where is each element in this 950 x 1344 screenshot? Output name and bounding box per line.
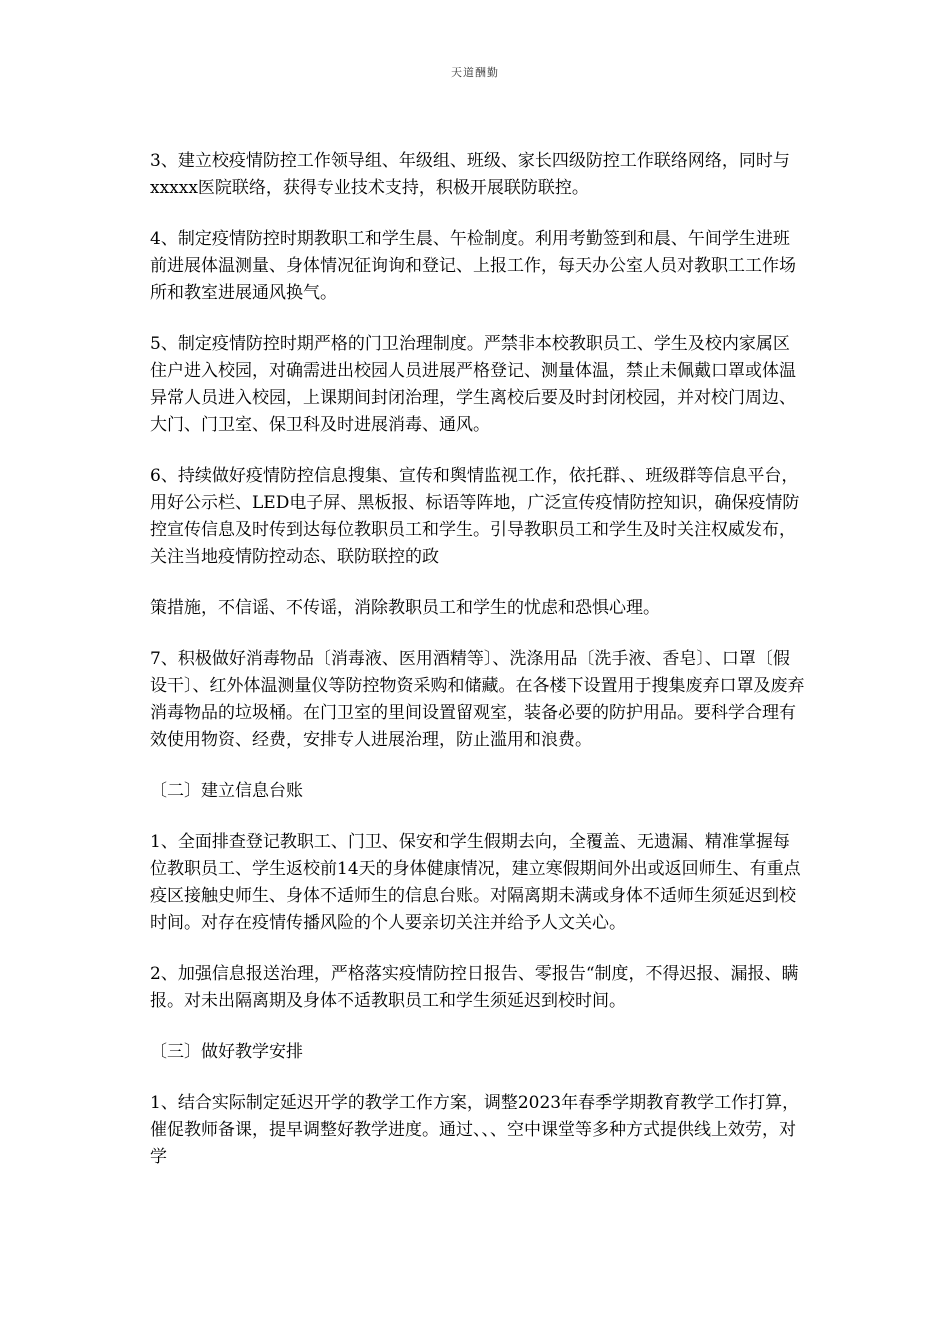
paragraph-ledger-1: 1、全面排查登记教职工、门卫、保安和学生假期去向，全覆盖、无遗漏、精准掌握每位教职员工、学生返校前14天的身体健康情况，建立寒假期间外出或返回师生、有重点疫区接触史师生、身体不适师生的信息台账。对隔离期未满或身体不适师生须延迟到校时间。对存在疫情传播风险的个人要亲切关注并给予人文关心。 <box>150 832 801 933</box>
paragraph-item-4: 4、制定疫情防控时期教职工和学生晨、午检制度。利用考勤签到和晨、午间学生进班前进展体温测量、身体情况征询询和登记、上报工作，每天办公室人员对教职工工作场所和教室进展通风换气。 <box>150 229 796 303</box>
paragraph-teaching-1: 1、结合实际制定延迟开学的教学工作方案，调整2023年春季学期教育教学工作打算，催促教师备课，提早调整好教学进度。通过、、、空中课堂等多种方式提供线上效劳，对学 <box>150 1093 800 1167</box>
section-heading-teaching: 〔三〕做好教学安排 <box>150 1042 303 1062</box>
page-header: 天道酬勤 <box>451 66 499 79</box>
paragraph-item-5: 5、制定疫情防控时期严格的门卫治理制度。严禁非本校教职员工、学生及校内家属区住户进入校园，对确需进出校园人员进展严格登记、测量体温，禁止未佩戴口罩或体温异常人员进入校园，上课期间封闭治理，学生离校后要及时封闭校园，并对校门周边、大门、门卫室、保卫科及时进展消毒、通风。 <box>150 334 796 435</box>
paragraph-item-3: 3、建立校疫情防控工作领导组、年级组、班级、家长四级防控工作联络网络，同时与xxxxx医院联络，获得专业技术支持，积极开展联防联控。 <box>150 151 790 198</box>
paragraph-item-7: 7、积极做好消毒物品〔消毒液、医用酒精等〕、洗涤用品〔洗手液、香皂〕、口罩〔假设干〕、红外体温测量仪等防控物资采购和储藏。在各楼下设置用于搜集废弃口罩及废弃消毒物品的垃圾桶。在门卫室的里间设置留观室，装备必要的防护用品。要科学合理有效使用物资、经费，安排专人进展治理，防止滥用和浪费。 <box>150 649 805 750</box>
paragraph-item-6-continued: 策措施，不信谣、不传谣，消除教职员工和学生的忧虑和恐惧心理。 <box>150 598 660 618</box>
paragraph-ledger-2: 2、加强信息报送治理，严格落实疫情防控日报告、零报告“制度，不得迟报、漏报、瞒报。对未出隔离期及身体不适教职员工和学生须延迟到校时间。 <box>150 964 799 1011</box>
section-heading-info-ledger: 〔二〕建立信息台账 <box>150 781 303 801</box>
document-body <box>150 148 805 1195</box>
paragraph-item-6: 6、持续做好疫情防控信息搜集、宣传和舆情监视工作，依托群、、班级群等信息平台，用好公示栏、LED电子屏、黑板报、标语等阵地，广泛宣传疫情防控知识，确保疫情防控宣传信息及时传到达每位教职员工和学生。引导教职员工和学生及时关注权威发布，关注当地疫情防控动态、联防联控的政 <box>150 466 800 567</box>
